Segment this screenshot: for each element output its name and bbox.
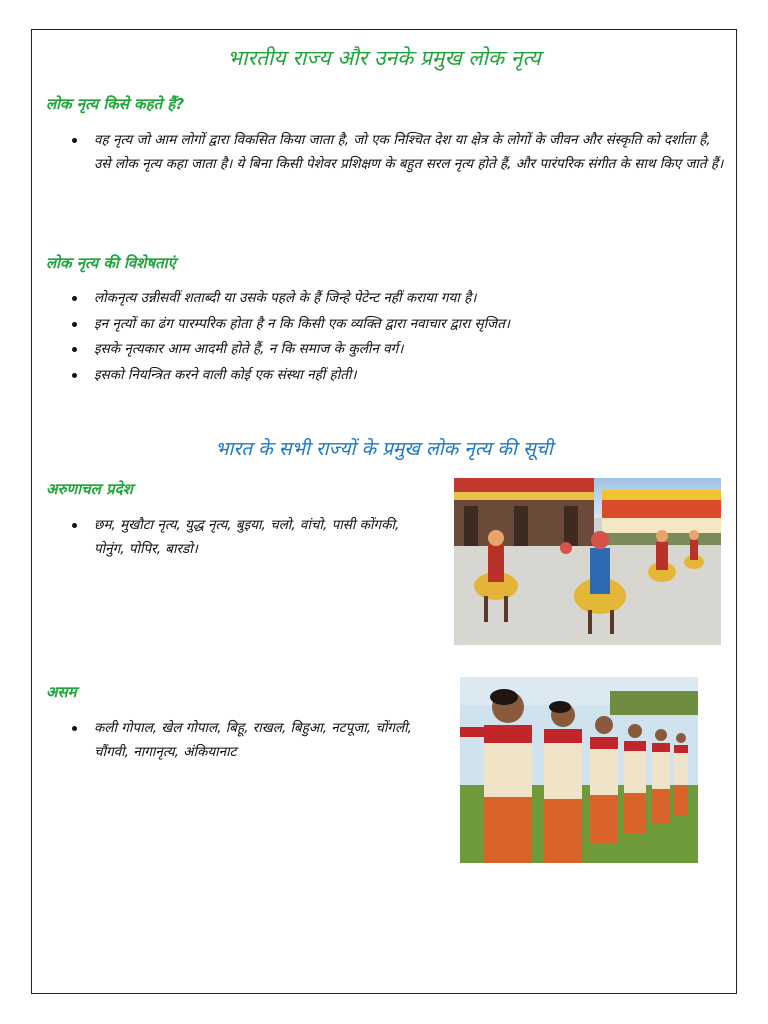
list-item: इसको नियन्त्रित करने वाली कोई एक संस्था नहीं होती। — [46, 363, 726, 389]
section-heading-features: लोक नृत्य की विशेषताएं — [46, 254, 176, 272]
arunachal-dance-list — [46, 513, 426, 561]
section-heading-what-is-folk-dance: लोक नृत्य किसे कहते हैं? — [46, 95, 185, 113]
bihu-dance-photo — [460, 677, 698, 863]
list-item: कली गोपाल, खेल गोपाल, बिहू, राखल, बिहुआ, नटपूजा, चोंगली, चौंगवी, नागानृत्य, अंकियानाट — [46, 716, 426, 764]
list-item: छम, मुखौटा नृत्य, युद्ध नृत्य, बुइया, चलो, वांचो, पासी कोंगकी, पोनुंग, पोपिर, बारडो। — [46, 513, 426, 561]
assam-dance-list — [46, 716, 426, 764]
definition-list — [46, 128, 726, 176]
list-item: इसके नृत्यकार आम आदमी होते हैं, न कि समाज के कुलीन वर्ग। — [46, 337, 726, 363]
page-title: भारतीय राज्य और उनके प्रमुख लोक नृत्य — [227, 46, 541, 70]
list-subtitle: भारत के सभी राज्यों के प्रमुख लोक नृत्य की सूची — [215, 438, 553, 460]
list-item: लोकनृत्य उन्नीसवीं शताब्दी या उसके पहले के हैं जिन्हे पेटेन्ट नहीं कराया गया है। — [46, 286, 726, 312]
state-heading-arunachal: अरुणाचल प्रदेश — [46, 480, 133, 498]
list-item: इन नृत्यों का ढंग पारम्परिक होता है न कि किसी एक व्यक्ति द्वारा नवाचार द्वारा सृजित। — [46, 312, 726, 338]
list-item: वह नृत्य जो आम लोगों द्वारा विकसित किया जाता है, जो एक निश्चित देश या क्षेत्र के लोगों के जीवन और संस्कृति को दर्शाता है, उसे लोक नृत्य कहा जाता है। ये बिना किसी पेशेवर प्रशिक्षण के बहुत सरल नृत्य होते हैं, और पारंपरिक संगीत के साथ किए जाते हैं। — [46, 128, 726, 176]
state-heading-assam: असम — [46, 683, 77, 701]
features-list — [46, 286, 726, 388]
document-page — [31, 29, 737, 994]
masked-dance-photo — [454, 478, 721, 645]
